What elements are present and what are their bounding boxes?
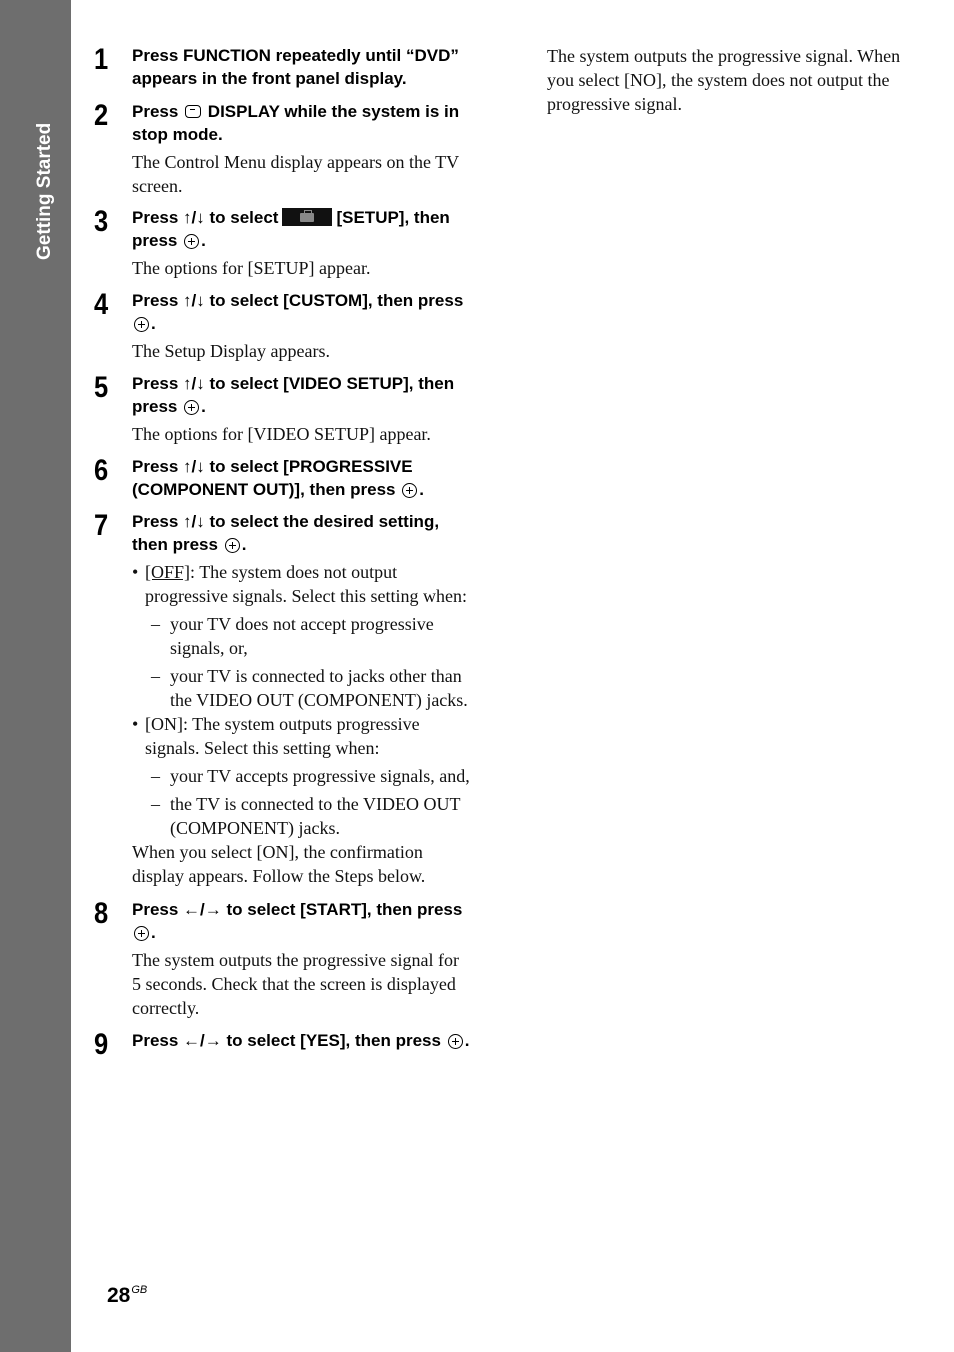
step-number: 9 — [94, 1028, 109, 1061]
step-heading-pre: Press ↑/↓ to select [CUSTOM], then press — [132, 291, 464, 310]
step-heading-mid: [SETUP], then press — [132, 208, 450, 250]
step-number: 5 — [94, 371, 109, 404]
bullet: • — [132, 562, 139, 582]
option-off — [132, 560, 470, 608]
step-body: The Setup Display appears. — [132, 341, 330, 361]
step-heading: Press ↑/↓ to select the desired setting, then press . — [132, 512, 440, 554]
step-body: The options for [SETUP] appear. — [132, 258, 371, 278]
step-heading-pre: Press ↑/↓ to select — [132, 208, 279, 227]
step-body: The system outputs the progressive signal for 5 seconds. Check that the screen is displayed correctly. — [132, 950, 459, 1018]
option-off-label: [OFF] — [145, 562, 191, 582]
enter-button-icon — [184, 400, 199, 415]
step-1 — [90, 44, 470, 90]
continued-text: The system outputs the progressive signal. When you select [NO], the system does not output the progressive signal. — [547, 46, 901, 114]
list-item: – your TV accepts progressive signals, and, — [151, 766, 470, 786]
enter-button-icon — [134, 926, 149, 941]
step-7 — [90, 510, 470, 888]
step-number: 3 — [94, 205, 109, 238]
step-number: 4 — [94, 288, 109, 321]
enter-button-icon — [225, 538, 240, 553]
setup-toolbox-icon — [282, 208, 332, 226]
section-sidebar — [0, 0, 71, 1352]
step-body: The Control Menu display appears on the TV screen. — [132, 152, 459, 196]
step-heading: Press FUNCTION repeatedly until “DVD” appears in the front panel display. — [132, 46, 459, 88]
step-heading-pre: Press ←/→ to select [YES], then press — [132, 1031, 441, 1050]
enter-button-icon — [134, 317, 149, 332]
instruction-steps — [90, 36, 470, 1061]
step-heading: Press ↑/↓ to select [VIDEO SETUP], then press . — [132, 374, 455, 416]
step-heading: Press ↑/↓ to select [CUSTOM], then press . — [132, 291, 464, 333]
step-3 — [90, 206, 470, 280]
step-heading: Press ↑/↓ to select [PROGRESSIVE (COMPONENT OUT)], then press . — [132, 457, 424, 499]
option-list — [132, 560, 470, 888]
step-number: 1 — [94, 43, 109, 76]
step-body: The options for [VIDEO SETUP] appear. — [132, 424, 431, 444]
display-button-icon — [185, 105, 201, 118]
step-heading: Press ↑/↓ to select [SETUP], then press . — [132, 208, 450, 250]
step-heading-pre: Press — [132, 102, 179, 121]
step-heading-pre: Press ↑/↓ to select [PROGRESSIVE (COMPONENT OUT)], then press — [132, 457, 413, 499]
step-4 — [90, 289, 470, 363]
option-off-text: : The system does not output progressive signals. Select this setting when: — [145, 562, 467, 606]
step-number: 6 — [94, 454, 109, 487]
step-number: 7 — [94, 509, 109, 542]
step-8 — [90, 898, 470, 1020]
enter-button-icon — [448, 1034, 463, 1049]
page-number: $28^{GB}$ — [107, 1284, 148, 1307]
step-heading: Press ←/→ to select [YES], then press . — [132, 1031, 470, 1050]
step-number: 8 — [94, 897, 109, 930]
step-6 — [90, 455, 470, 501]
enter-button-icon — [402, 483, 417, 498]
step-heading-post: DISPLAY while the system is in stop mode. — [132, 102, 460, 144]
section-title: Getting Started — [34, 122, 55, 260]
option-on — [132, 712, 470, 760]
option-on-text: [ON]: The system outputs progressive signals. Select this setting when: — [145, 714, 420, 758]
step-heading-pre: Press ↑/↓ to select the desired setting, then press — [132, 512, 440, 554]
page-suffix: GB — [131, 1284, 148, 1296]
step-7-note: When you select [ON], the confirmation display appears. Follow the Steps below. — [132, 842, 426, 886]
step-heading-pre: Press ↑/↓ to select [VIDEO SETUP], then press — [132, 374, 455, 416]
step-2 — [90, 100, 470, 198]
list-item: – the TV is connected to the VIDEO OUT (COMPONENT) jacks. — [151, 794, 461, 838]
step-number: 2 — [94, 99, 109, 132]
step-heading — [132, 100, 470, 146]
step-heading: Press ←/→ to select [START], then press . — [132, 900, 463, 942]
list-item: – your TV does not accept progressive signals, or, — [151, 614, 434, 658]
step-9 — [90, 1028, 470, 1061]
bullet: • — [132, 714, 139, 734]
list-item: – your TV is connected to jacks other than the VIDEO OUT (COMPONENT) jacks. — [151, 666, 468, 710]
enter-button-icon — [184, 234, 199, 249]
step-heading-pre: Press ←/→ to select [START], then press — [132, 900, 463, 919]
step-5 — [90, 372, 470, 446]
